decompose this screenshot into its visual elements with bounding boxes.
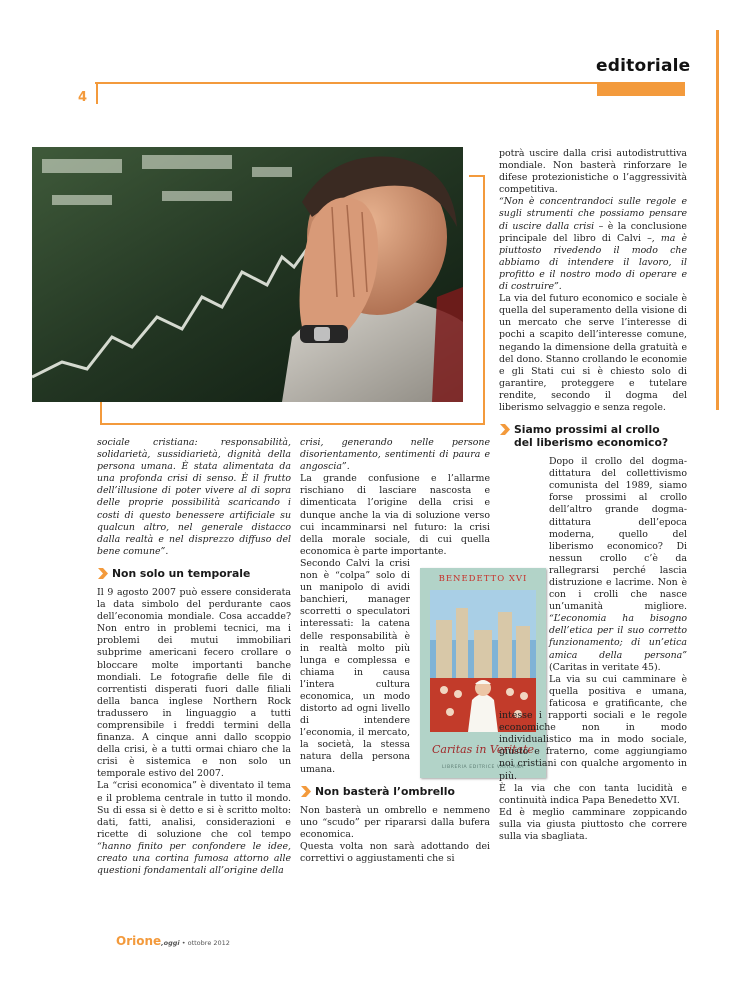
col3-paragraph-4-quote: “L’economia ha bisogno dell’etica per il suo corretto funzionamento; di un’etica amica della persona” [549,613,687,661]
col3-text-b: – è la conclusione principale del libro di Calvi –, [499,220,687,244]
footer-brand-suffix: ,oggi [161,939,180,947]
photo-frame-left [100,402,102,425]
subheading-text: Non solo un temporale [112,566,251,580]
header-accent-block [597,84,685,96]
book-author: BENEDETTO XVI [438,574,528,584]
col3-paragraph-4-text: Dopo il crollo del dogma-dittatura del collettivismo comunista del 1989, siamo forse prossimi al crollo dell’altro grande dogma-dittatura dell’epoca moderna, quello del liberismo economico? Di nessun crollo c’è da rallegrarsi perché lascia distruzione e lacrime. Non è con i crolli che nasce un’umanità migliore. [549,456,687,613]
subheading-siamo-prossimi [499,423,687,449]
col2-paragraph-2: La grande confusione e l’allarme rischiano di lasciare nascosta e dimenticata l’origine della crisi e dunque anche la via di soluzione verso cui incamminarsi nel futuro: la crisi della morale sociale, di cui quella economica è parte importante. [300,473,490,557]
col3-paragraph-3: La via del futuro economico e sociale è quella del superamento della visione di un mercato che serve l’interesse di pochi a scapito dell’interesse comune, negando la dimensione della gratuità e del dono. Stanno crollando le economie e gli Stati cui si è chiesto solo di garantire, proteggere e tutelare rendite, secondo il dogma del liberismo selvaggio e senza regole. [499,293,687,413]
subheading-non-bastera-l-ombrello [300,785,490,798]
book-title: Caritas in Veritate [431,743,535,756]
col3-quote-c: ma è piuttosto rivedendo il modo che abbiamo di intendere il lavoro, il profitto e il nostro modo di operare e di costruire”. [499,232,687,293]
subheading-line-2: del liberismo economico? [514,436,669,450]
article-photo [32,147,463,402]
article-column-3 [499,148,687,843]
col3-paragraph-4-ref: (Caritas in veritate 45). [549,661,661,673]
book-wrap-spacer [499,480,549,698]
section-title: editoriale [596,56,691,76]
col1-paragraph-1: sociale cristiana: responsabilità, solidarietà, sussidiarietà, dignità della persona umana. È stata alimentata da una profonda crisi di senso. È il frutto dell’illusione di poter vivere al di sopra delle proprie possibilità scaricando i costi di questo benessere artificiale su qualcun altro, nel generale distacco dalla realtà e nel disprezzo diffuso del bene comune”. [97,437,291,557]
chevron-right-icon [97,567,109,580]
col3-paragraph-1: potrà uscire dalla crisi autodistruttiva mondiale. Non basterà rinforzare le difese protezionistiche o l’aggressività competitiva. [499,148,687,196]
col1-paragraph-2: Il 9 agosto 2007 può essere considerata la data simbolo del perdurante caos dell’economia mondiale. Cosa accadde? Non entro in problemi tecnici, ma i problemi dei mutui immobiliari subprime americani fecero crollare o bloccare molte importanti banche mondiali. Le fotografie delle file di correntisti disperati fuori dalle filiali della banca inglese Northern Rock tradussero in linguaggio a tutti comprensibile i freddi termini della finanza. A cinque anni dallo scoppio della crisi, è a tutti ormai chiaro che la crisi è sistemica e non solo un temporale estivo del 2007. [97,586,291,780]
footer-issue: • ottobre 2012 [179,939,230,947]
col2-paragraph-3: Secondo Calvi la crisi non è “colpa” solo di un manipolo di avidi banchieri, manager scorretti o speculatori interessati: la catena delle responsabilità è in realtà molto più lunga e complessa e chiama in causa l’intera cultura economica, un modo distorto ad ogni livello di intendere l’economia, il mercato, la società, la stessa natura della persona umana. [300,557,410,775]
col3-paragraph-2 [499,196,687,293]
subheading-line-1: Siamo prossimi al crollo [514,423,660,437]
right-accent-rule [716,30,719,410]
col1-paragraph-3 [97,780,291,877]
article-column-1 [97,437,291,877]
subheading-text [514,423,668,449]
chevron-right-icon [499,423,511,436]
col1-paragraph-3-quote: “hanno finito per confondere le idee, creato una cortina fumosa attorno alle questioni fondamentali all’origine della [97,840,291,877]
footer-masthead [116,930,230,949]
footer-brand: Orione [116,934,162,948]
photo-frame-bottom [100,423,485,425]
book-publisher: LIBRERIA EDITRICE VATICANA [442,765,524,770]
chevron-right-icon [300,785,312,798]
col1-paragraph-3-text: La “crisi economica” è diventato il tema e il problema centrale in tutto il mondo. Su di essa si è detto e si è scritto molto: dati, fatti, analisi, considerazioni e ricette di soluzione che col tempo [97,780,291,840]
page-number: 4 [78,90,88,105]
col3-paragraph-5: La via su cui camminare è quella positiva e umana, faticosa e gratificante, che intesse i rapporti sociali e le regole economiche non in modo individualistico ma in modo sociale, giusto e fraterno, come aggiungiamo noi cristiani con qualche argomento in più. [499,673,687,782]
photo-frame-right [483,175,485,425]
col3-quote-a: “Non è concentrandoci sulle regole e sugli strumenti che possiamo pensare di uscire dalla crisi [499,196,687,232]
subheading-non-solo-un-temporale [97,567,291,580]
col3-paragraph-7: Ed è meglio camminare zoppicando sulla via giusta piuttosto che correre sulla via sbagliata. [499,806,687,842]
header-left-tick [96,82,98,104]
col2-paragraph-1: crisi, generando nelle persone disorientamento, sentimenti di paura e angoscia”. [300,437,490,473]
photo-illustration [32,147,463,402]
subheading-text: Non basterà l’ombrello [315,784,455,798]
col2-paragraph-5: Questa volta non sarà adottando dei correttivi o aggiustamenti che si [300,840,490,864]
col3-paragraph-6: È la via che con tanta lucidità e continuità indica Papa Benedetto XVI. [499,782,687,806]
col2-paragraph-4: Non basterà un ombrello e nemmeno uno “scudo” per ripararsi dalla bufera economica. [300,804,490,840]
